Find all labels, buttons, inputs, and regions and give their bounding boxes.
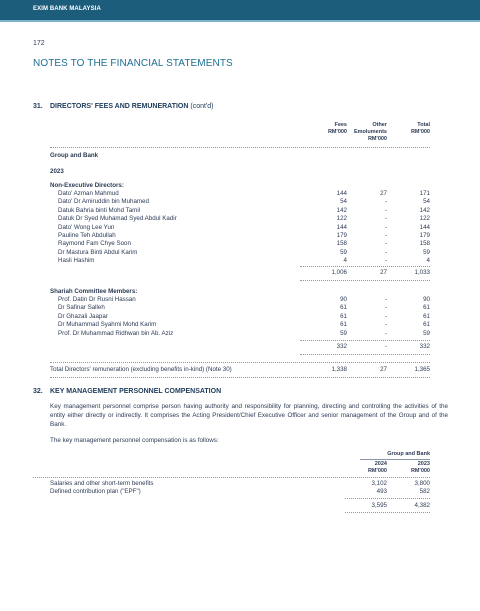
kmp-group-label: Group and Bank: [387, 451, 430, 457]
nonexec-subtotal-total: 1,033: [414, 269, 430, 276]
kmp-total-2024: 3,595: [371, 502, 387, 509]
row-name: Dr Mastura Binti Abdul Karim: [58, 248, 138, 256]
row-total: 59: [423, 329, 430, 337]
row-name: Dr Safinar Salleh: [58, 304, 105, 312]
divider: [300, 280, 430, 281]
row-other: -: [384, 312, 387, 320]
row-name: Pauline Teh Abdullah: [58, 232, 116, 239]
row-fees: 90: [340, 296, 347, 303]
divider: [33, 477, 430, 478]
kmp-col-2024-unit: RM'000: [367, 468, 387, 474]
row-total: 122: [419, 215, 430, 223]
section-32-paragraph: Key management personnel comprise person having authority and responsibility for planning, directing and controlling the activities of the entity either directly or indirectly. It comprises the Acting President/Chief Executive Officer and senior management of the Group and of the Bank.: [50, 403, 448, 428]
kmp-row-2024: 3,102: [371, 480, 387, 487]
shariah-subtotal-fees: 332: [336, 343, 347, 350]
row-total: 4: [426, 257, 430, 265]
divider: [300, 266, 430, 267]
nonexec-subtotal-other: 27: [380, 269, 387, 276]
year-label: 2023: [50, 168, 64, 175]
kmp-col-2024: [340, 461, 387, 475]
divider: [360, 459, 430, 460]
shariah-heading: Shariah Committee Members:: [50, 288, 138, 295]
row-other: 27: [380, 190, 387, 197]
row-other: -: [384, 215, 387, 223]
section-31-number: 31.: [33, 103, 43, 110]
col-total-line3: RM'000: [410, 129, 430, 135]
divider: [300, 354, 430, 355]
grand-total-other: 27: [380, 366, 387, 373]
row-fees: 144: [336, 223, 347, 231]
row-name: Datuk Dr Syed Muhamad Syed Abdul Kadir: [58, 215, 177, 223]
column-header-total: [383, 122, 430, 136]
section-31-title-text: DIRECTORS' FEES AND REMUNERATION: [50, 103, 189, 110]
grand-total-fees: 1,338: [331, 366, 347, 373]
nonexec-heading: Non-Executive Directors:: [50, 182, 124, 189]
row-other: -: [384, 198, 387, 206]
row-name: Dr Muhammad Syahmi Mohd Karim: [58, 321, 157, 329]
divider: [50, 362, 430, 363]
row-name: Dr Ghazali Jaapar: [58, 312, 108, 320]
kmp-col-2024-year: 2024: [374, 461, 387, 467]
divider: [300, 340, 430, 341]
row-total: 61: [423, 304, 430, 312]
row-other: -: [384, 321, 387, 329]
row-other: -: [384, 206, 387, 214]
row-name: Prof. Dr Muhammad Ridhwan bin Ab. Aziz: [58, 329, 174, 337]
kmp-row-label: Salaries and other short-term benefits: [50, 480, 154, 487]
row-name: Raymond Fam Chye Soon: [58, 240, 131, 248]
row-total: 59: [423, 248, 430, 256]
section-31-title-suffix: (cont'd): [190, 103, 214, 110]
row-name: Datuk Bahria binti Mohd Tamil: [58, 206, 141, 214]
row-fees: 59: [340, 329, 347, 337]
row-total: 144: [419, 223, 430, 231]
row-name: Dato' Dr Amiruddin bin Muhamed: [58, 198, 149, 206]
kmp-col-2023: [383, 461, 430, 475]
row-other: -: [384, 248, 387, 256]
row-other: -: [384, 257, 387, 265]
row-fees: 179: [336, 232, 347, 239]
row-total: 179: [419, 232, 430, 239]
kmp-row-2023: 582: [419, 488, 430, 495]
row-total: 171: [419, 190, 430, 197]
col-other-line1: Other: [372, 122, 387, 128]
row-total: 61: [423, 321, 430, 329]
row-other: -: [384, 329, 387, 337]
row-other: -: [384, 304, 387, 312]
row-other: -: [384, 232, 387, 239]
row-fees: 61: [340, 321, 347, 329]
column-header-other: [340, 122, 387, 143]
kmp-row-2024: 493: [376, 488, 387, 495]
row-total: 61: [423, 312, 430, 320]
section-31-title: [50, 103, 214, 110]
row-other: -: [384, 223, 387, 231]
row-fees: 158: [336, 240, 347, 248]
col-fees-line2: Fees: [334, 122, 347, 128]
row-fees: 59: [340, 248, 347, 256]
kmp-col-2023-year: 2023: [417, 461, 430, 467]
col-other-line2: Emoluments: [353, 129, 387, 135]
grand-total-label: Total Directors' remuneration (excluding benefits in-kind) (Note 30): [50, 366, 232, 373]
row-other: -: [384, 240, 387, 248]
kmp-row-2023: 3,800: [414, 480, 430, 487]
row-fees: 61: [340, 304, 347, 312]
divider: [50, 147, 430, 148]
col-other-line3: RM'000: [367, 136, 387, 142]
divider: [345, 512, 430, 513]
page-title: NOTES TO THE FINANCIAL STATEMENTS: [33, 58, 233, 69]
nonexec-subtotal-fees: 1,006: [331, 269, 347, 276]
row-total: 54: [423, 198, 430, 206]
col-fees-line3: RM'000: [327, 129, 347, 135]
kmp-total-2023: 4,382: [414, 502, 430, 509]
divider: [50, 377, 430, 378]
col-total-line2: Total: [417, 122, 430, 128]
row-other: -: [384, 296, 387, 303]
row-total: 142: [419, 206, 430, 214]
page-number: 172: [33, 40, 45, 47]
row-fees: 54: [340, 198, 347, 206]
section-32-number: 32.: [33, 388, 43, 395]
row-fees: 61: [340, 312, 347, 320]
kmp-col-2023-unit: RM'000: [410, 468, 430, 474]
row-name: Dato' Azman Mahmud: [58, 190, 119, 197]
row-fees: 144: [336, 190, 347, 197]
divider: [345, 498, 430, 499]
grand-total-total: 1,365: [414, 366, 430, 373]
row-total: 90: [423, 296, 430, 303]
kmp-row-label: Defined contribution plan ("EPF"): [50, 488, 141, 495]
row-fees: 142: [336, 206, 347, 214]
brand-name: EXIM BANK MALAYSIA: [33, 6, 101, 12]
shariah-subtotal-total: 332: [419, 343, 430, 350]
row-name: Hasli Hashim: [58, 257, 95, 265]
header-bar: [0, 0, 480, 22]
row-fees: 4: [343, 257, 347, 265]
row-total: 158: [419, 240, 430, 248]
section-32-paragraph-2: The key management personnel compensation is as follows:: [50, 437, 219, 444]
row-fees: 122: [336, 215, 347, 223]
section-32-title: KEY MANAGEMENT PERSONNEL COMPENSATION: [50, 388, 222, 395]
row-name: Prof. Datin Dr Rusni Hassan: [58, 296, 136, 303]
group-label: Group and Bank: [50, 152, 99, 159]
shariah-subtotal-other: -: [384, 343, 387, 350]
row-name: Dato' Wong Lee Yun: [58, 223, 115, 231]
